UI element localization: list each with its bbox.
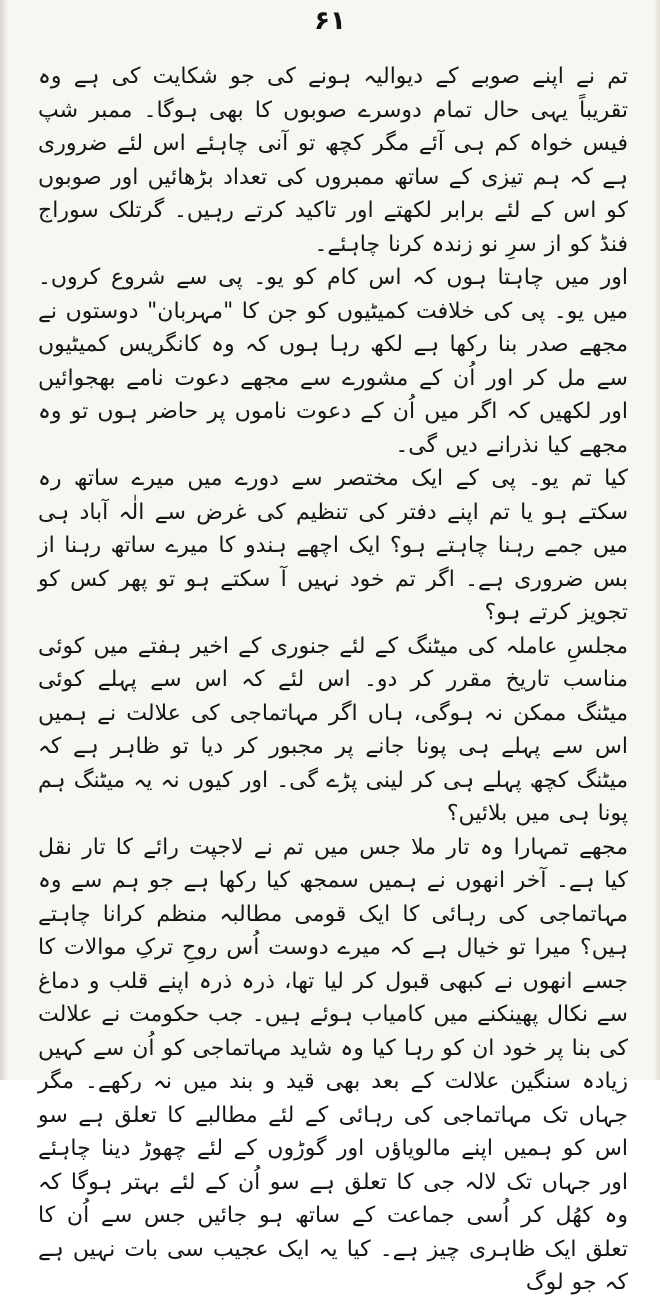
paragraph-3: کیا تم یو۔ پی کے ایک مختصر سے دورے میں میرے ساتھ رہ سکتے ہو یا تم اپنے دفتر کی تنظیم کی غرض سے الٰہ آباد ہی میں جمے رہنا چاہتے ہو؟ ایک اچھے ہندو کا میرے ساتھ رہنا از بس ضروری ہے۔ اگر تم خود نہیں آ سکتے ہو تو پھر کس کو تجویز کرتے ہو؟ [38, 466, 628, 625]
page-right-edge [654, 0, 660, 1080]
page-number: ۶۱ [314, 6, 346, 36]
paragraph-2: اور میں چاہتا ہوں کہ اس کام کو یو۔ پی سے شروع کروں۔ میں یو۔ پی کی خلافت کمیٹیوں کو جن کا "مہربان" دوستوں نے مجھے صدر بنا رکھا ہے لکھ رہا ہوں کہ وہ کانگریس کمیٹیوں سے مل کر اور اُن کے مشورے سے مجھے دعوت نامے بھجوائیں اور لکھیں کہ اگر میں اُن کے دعوت ناموں پر حاضر ہوں تو وہ مجھے کیا نذرانے دیں گی۔ [38, 265, 628, 458]
paragraph-4: مجلسِ عاملہ کی میٹنگ کے لئے جنوری کے اخیر ہفتے میں کوئی مناسب تاریخ مقرر کر دو۔ اس لئے کہ اس سے پہلے کوئی میٹنگ ممکن نہ ہوگی، ہاں اگر مہاتماجی کی علالت نے ہمیں اس سے پہلے ہی پونا جانے پر مجبور کر دیا تو ظاہر ہے کہ میٹنگ کچھ پہلے ہی کر لینی پڑے گی۔ اور کیوں نہ یہ میٹنگ ہم پونا ہی میں بلائیں؟ [38, 633, 628, 826]
body-text [38, 60, 628, 1300]
page-left-edge [0, 0, 8, 1080]
paragraph-5: مجھے تمہارا وہ تار ملا جس میں تم نے لاجپت رائے کا تار نقل کیا ہے۔ آخر انھوں نے ہمیں سمجھ کیا رکھا ہے جو ہم سے وہ مہاتماجی کی رہائی کا ایک قومی مطالبہ منظم کرانا چاہتے ہیں؟ میرا تو خیال ہے کہ میرے دوست اُس روحِ ترکِ موالات کا جسے انھوں نے کبھی قبول کر لیا تھا، ذرہ ذرہ اپنے قلب و دماغ سے نکال پھینکنے میں کامیاب ہوئے ہیں۔ جب حکومت نے علالت کی بنا پر خود ان کو رہا کیا وہ شاید مہاتماجی کو اُن سے کہیں زیادہ سنگین علالت کے بعد بھی قید و بند میں نہ رکھے۔ مگر جہاں تک مہاتماجی کی رہائی کے لئے مطالبے کا تعلق ہے سو اس کو ہمیں اپنے مالویاؤں اور گوڑوں کے لئے چھوڑ دینا چاہئے اور جہاں تک لالہ جی کا تعلق ہے سو اُن کے لئے بہتر ہوگا کہ وہ کھُل کر اُسی جماعت کے ساتھ ہو جائیں جس سے اُن کا تعلق ایک ظاہری چیز ہے۔ کیا یہ ایک عجیب سی بات نہیں ہے کہ جو لوگ [38, 834, 628, 1295]
paragraph-1: تم نے اپنے صوبے کے دیوالیہ ہونے کی جو شکایت کی ہے وہ تقریباً یہی حال تمام دوسرے صوبوں کا بھی ہوگا۔ ممبر شپ فیس خواہ کم ہی آئے مگر کچھ تو آنی چاہئے اس لئے ضروری ہے کہ ہم تیزی کے ساتھ ممبروں کی تعداد بڑھائیں اور صوبوں کو اس کے لئے برابر لکھتے اور تاکید کرتے رہیں۔ گرتلک سوراج فنڈ کو از سرِ نو زندہ کرنا چاہئے۔ [38, 64, 628, 257]
